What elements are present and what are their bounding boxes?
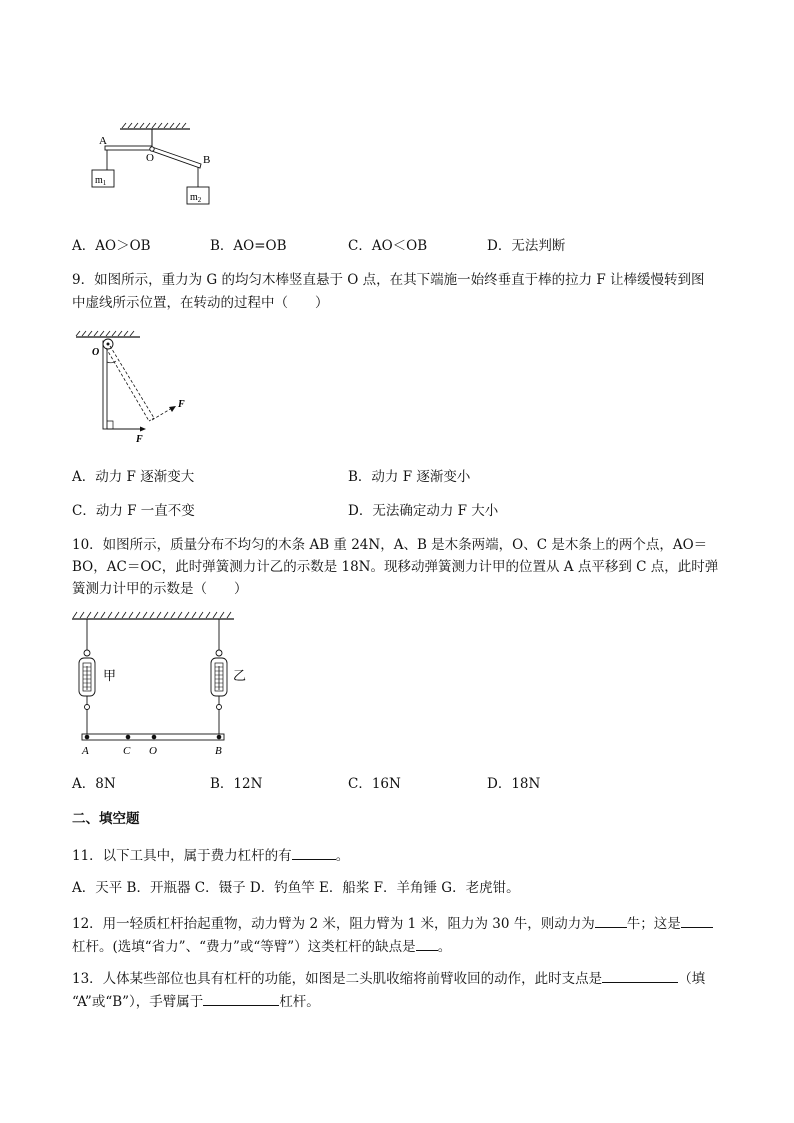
q10-spring-scale-figure [68, 608, 248, 760]
q10-label-O: O [149, 745, 157, 757]
q8-label-O: O [146, 152, 154, 164]
section-2-title: 二、填空题 [72, 811, 140, 827]
q9-rod-figure [70, 328, 200, 446]
q12-text-d: 。 [437, 939, 452, 955]
q9-option-b[interactable]: B．动力 F 逐渐变小 [348, 469, 471, 485]
q12-answer-blank-type[interactable] [681, 913, 713, 928]
q12-stem-line2 [72, 936, 451, 957]
q13-stem-line2 [72, 991, 320, 1012]
q13-text-c: “A”或“B”），手臂属于 [72, 994, 204, 1010]
q13-text-b: （填 [678, 971, 706, 987]
q9-label-F-horizontal: F [136, 434, 143, 445]
q10-label-B: B [215, 745, 222, 757]
q8-option-b[interactable]: B．AO=OB [210, 238, 287, 254]
q10-label-A: A [82, 745, 89, 757]
q8-lever-figure [86, 120, 226, 215]
q11-text-post: 。 [335, 848, 350, 864]
q8-option-d[interactable]: D．无法判断 [487, 238, 566, 254]
q11-text-pre: 11．以下工具中，属于费力杠杆的有 [72, 848, 292, 864]
q10-stem-line2: BO，AC＝OC，此时弹簧测力计乙的示数是 18N。现移动弹簧测力计甲的位置从 A 点平移到 C 点，此时弹 [72, 559, 719, 575]
q13-answer-blank-fulcrum[interactable] [602, 968, 678, 983]
q9-option-a[interactable]: A．动力 F 逐渐变大 [72, 469, 195, 485]
q10-option-d[interactable]: D．18N [487, 776, 541, 792]
q8-option-a[interactable]: A．AO＞OB [72, 238, 151, 254]
q9-stem-line2: 中虚线所示位置，在转动的过程中（ ） [72, 295, 329, 311]
q13-answer-blank-lever-type[interactable] [203, 991, 279, 1006]
q8-option-c[interactable]: C．AO＜OB [348, 238, 428, 254]
q13-text-d: 杠杆。 [279, 994, 320, 1010]
q10-stem-line3: 簧测力计甲的示数是（ ） [72, 581, 248, 597]
q10-label-C: C [123, 745, 131, 757]
q11-options: A．天平 B．开瓶器 C．镊子 D．钓鱼竿 E．船桨 F．羊角锤 G．老虎钳。 [72, 880, 520, 896]
q10-option-b[interactable]: B．12N [210, 776, 263, 792]
q8-mass2-label: $m_2$ [190, 192, 202, 204]
q12-text-a: 12．用一轻质杠杆抬起重物，动力臂为 2 米，阻力臂为 1 米，阻力为 30 牛，则动力为 [72, 916, 595, 932]
q12-text-c: 杠杆。(选填“省力”、“费力”或“等臂”）这类杠杆的缺点是 [72, 939, 416, 955]
q12-answer-blank-force[interactable] [595, 913, 627, 928]
q10-option-a[interactable]: A．8N [72, 776, 116, 792]
q12-text-b: 牛；这是 [626, 916, 681, 932]
q8-mass1-label: $m_1$ [95, 175, 107, 187]
q9-label-O: O [92, 347, 100, 358]
q8-label-A: A [99, 135, 107, 147]
q9-option-c[interactable]: C．动力 F 一直不变 [72, 503, 195, 519]
q13-stem-line1 [72, 968, 705, 989]
q8-label-B: B [203, 154, 211, 166]
q12-stem-line1 [72, 913, 713, 934]
q10-stem-line1: 10．如图所示，质量分布不均匀的木条 AB 重 24N，A、B 是木条两端，O、C 是木条上的两个点，AO＝ [72, 537, 708, 553]
q11-stem [72, 845, 349, 866]
q13-text-a: 13．人体某些部位也具有杠杆的功能，如图是二头肌收缩将前臂收回的动作，此时支点是 [72, 971, 603, 987]
q9-stem-line1: 9．如图所示，重力为 G 的均匀木棒竖直悬于 O 点，在其下端施一始终垂直于棒的拉力 F 让棒缓慢转到图 [72, 272, 705, 288]
q10-label-jia: 甲 [103, 668, 117, 683]
q12-answer-blank-drawback[interactable] [416, 936, 438, 951]
q10-label-yi: 乙 [233, 668, 247, 683]
q11-answer-blank[interactable] [292, 845, 336, 860]
q9-label-F-inclined: F [178, 399, 185, 410]
q10-option-c[interactable]: C．16N [348, 776, 401, 792]
q9-option-d[interactable]: D．无法确定动力 F 大小 [348, 503, 499, 519]
